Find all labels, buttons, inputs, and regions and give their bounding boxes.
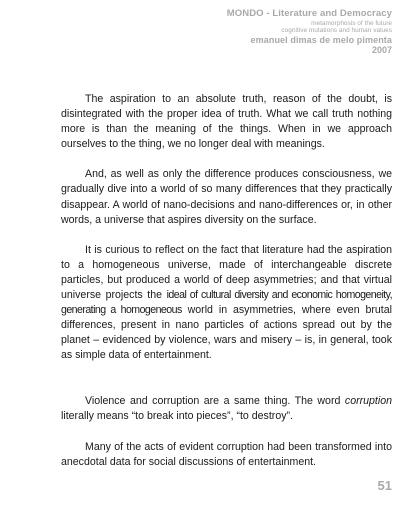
paragraph-4-part-b: literally means “to break into pieces”, “to destroy”. <box>61 409 293 422</box>
paragraph-3-part-a: It is curious to reflect on the fact that literature had the aspiration to a homogeneous universe, made of interchangeable discrete particles, but produced a world of deep asymmetries; and that virtual universe projects the <box>61 243 392 302</box>
paragraph-2: And, as well as only the difference produces consciousness, we gradually dive into a world of so many differences that they practically disappear. A world of nano-decisions and nano-differences or, in other words, a universe that aspires diversity on the surface. <box>61 168 392 226</box>
paragraph-4-part-a: Violence and corruption are a same thing. The word <box>85 394 341 407</box>
paragraph-4 <box>61 394 392 424</box>
book-subtitle-line-2: cognitive mutations and human values <box>281 27 392 35</box>
publication-year: 2007 <box>371 45 392 56</box>
paragraph-4-emphasis: corruption <box>344 394 392 407</box>
book-author: emanuel dimas de melo pimenta <box>250 34 392 45</box>
paragraph-1: The aspiration to an absolute truth, reason of the doubt, is disintegrated with the proper idea of truth. What we call truth nothing more is than the meaning of the things. When in we approach ourselves to the thing, we no longer deal with meanings. <box>61 93 392 151</box>
book-subtitle-line-1: metamorphosis of the future <box>311 19 392 27</box>
page-number: 51 <box>377 478 392 493</box>
running-header <box>227 9 392 56</box>
paragraph-5: Many of the acts of evident corruption had been transformed into anecdotal data for social discussions of entertainment. <box>61 440 392 468</box>
body-text <box>61 92 392 470</box>
paragraph-3-part-c: world in asymmetries, where even brutal differences, present in nano particles of actions spread out by the planet – evidenced by violence, wars and misery – is, in general, took as simple data of entertainment. <box>61 304 392 362</box>
paragraph-3 <box>61 243 392 364</box>
paragraph-3-part-b: ideal of cultural diversity and economic homogeneity, generating a homogeneous <box>61 289 393 317</box>
book-title: MONDO - Literature and Democracy <box>226 8 392 19</box>
